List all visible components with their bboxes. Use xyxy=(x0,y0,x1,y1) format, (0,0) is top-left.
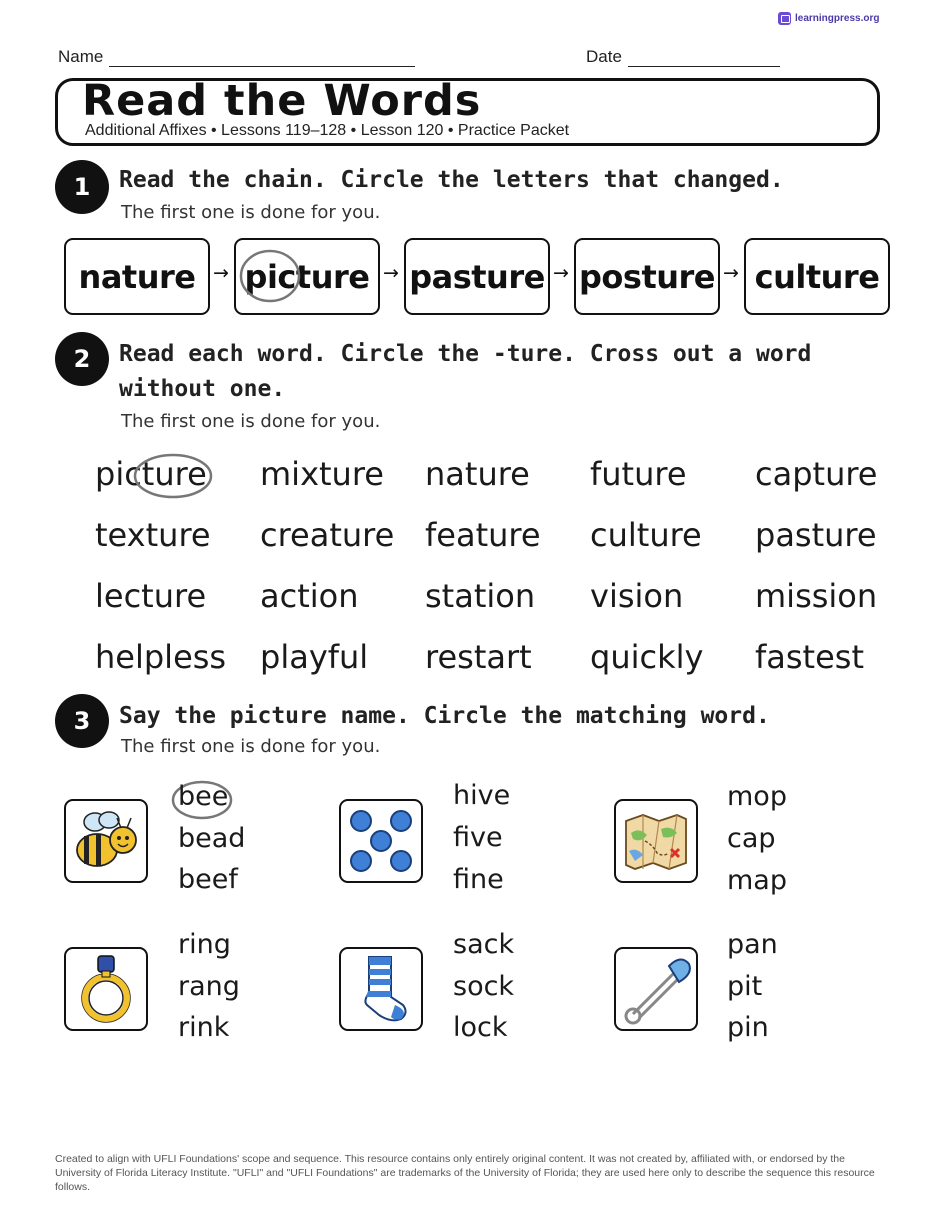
answer-option[interactable]: pit xyxy=(727,971,763,1002)
answer-option[interactable]: pan xyxy=(727,929,778,960)
chain-word-box[interactable] xyxy=(744,238,890,315)
section-2-instruction-line-1: Read each word. Circle the -ture. Cross out a word xyxy=(119,341,812,367)
answer-option[interactable]: hive xyxy=(453,780,511,811)
page-title: Read the Words xyxy=(82,76,482,126)
answer-option[interactable]: lock xyxy=(453,1012,508,1043)
answer-option[interactable]: bead xyxy=(178,823,246,854)
answer-option[interactable]: sack xyxy=(453,929,515,960)
example-circle-mark xyxy=(238,248,304,304)
word-item[interactable]: pasture xyxy=(755,516,877,554)
word-item[interactable]: quickly xyxy=(590,638,704,676)
name-blank[interactable] xyxy=(109,52,415,67)
arrow-icon: → xyxy=(553,262,569,284)
chain-word-box[interactable] xyxy=(574,238,720,315)
dice-five-picture xyxy=(339,799,423,883)
section-1-number: 1 xyxy=(55,160,109,214)
answer-option[interactable]: rang xyxy=(178,971,240,1002)
answer-option[interactable]: cap xyxy=(727,823,776,854)
chain-word: nature xyxy=(78,257,196,296)
sock-picture xyxy=(339,947,423,1031)
word-item[interactable]: helpless xyxy=(95,638,227,676)
word-item[interactable]: vision xyxy=(590,577,684,615)
word-item[interactable]: playful xyxy=(260,638,369,676)
example-circle-mark xyxy=(132,452,214,500)
word-item[interactable]: lecture xyxy=(95,577,207,615)
book-icon xyxy=(778,12,791,25)
arrow-icon: → xyxy=(383,262,399,284)
word-item[interactable]: culture xyxy=(590,516,702,554)
page-subtitle: Additional Affixes • Lessons 119–128 • Lesson 120 • Practice Packet xyxy=(85,122,570,139)
section-2-note: The first one is done for you. xyxy=(121,411,381,432)
dice-icon xyxy=(346,806,416,876)
footer-disclaimer: Created to align with UFLI Foundations' scope and sequence. This resource contains only entirely original content. It was not created by, affiliated with, or endorsed by the University of Florida Literacy Institute. "UFLI" and "UFLI Foundations" are trademarks of the University of Florida; they are used here only to describe the sequence this resource follows. xyxy=(55,1153,875,1193)
word-item[interactable]: mission xyxy=(755,577,878,615)
section-1-instruction: Read the chain. Circle the letters that changed. xyxy=(119,167,784,193)
section-3-number: 3 xyxy=(55,694,109,748)
date-field[interactable] xyxy=(586,47,780,67)
word-item[interactable]: capture xyxy=(755,455,878,493)
section-3-instruction: Say the picture name. Circle the matching word. xyxy=(119,703,770,729)
treasure-map-picture xyxy=(614,799,698,883)
section-1-note: The first one is done for you. xyxy=(121,202,381,223)
date-label: Date xyxy=(586,47,622,66)
word-item[interactable]: creature xyxy=(260,516,395,554)
word-item[interactable]: fastest xyxy=(755,638,864,676)
answer-option[interactable]: beef xyxy=(178,864,238,895)
answer-option[interactable]: sock xyxy=(453,971,515,1002)
brand-name: learningpress.org xyxy=(795,13,880,24)
ring-icon xyxy=(76,952,136,1026)
arrow-icon: → xyxy=(213,262,229,284)
bee-icon xyxy=(69,808,143,874)
chain-word: culture xyxy=(754,257,880,296)
bee-picture xyxy=(64,799,148,883)
date-blank[interactable] xyxy=(628,52,780,67)
arrow-icon: → xyxy=(723,262,739,284)
chain-word: posture xyxy=(579,257,715,296)
answer-option[interactable]: ring xyxy=(178,929,231,960)
word-item[interactable]: restart xyxy=(425,638,532,676)
safety-pin-picture xyxy=(614,947,698,1031)
sock-icon xyxy=(351,953,411,1025)
section-3-note: The first one is done for you. xyxy=(121,736,381,757)
answer-option[interactable]: pin xyxy=(727,1012,769,1043)
chain-word-box[interactable] xyxy=(64,238,210,315)
section-2-instruction-line-2: without one. xyxy=(119,376,286,402)
word-item[interactable]: station xyxy=(425,577,536,615)
word-item[interactable]: feature xyxy=(425,516,541,554)
title-box xyxy=(55,78,880,146)
answer-option[interactable]: five xyxy=(453,822,503,853)
word-item[interactable]: nature xyxy=(425,455,530,493)
answer-option[interactable]: map xyxy=(727,865,787,896)
answer-option[interactable]: fine xyxy=(453,864,504,895)
ring-picture xyxy=(64,947,148,1031)
answer-option[interactable]: mop xyxy=(727,781,787,812)
word-item[interactable]: picture xyxy=(95,455,207,493)
name-field[interactable] xyxy=(58,47,415,67)
word-item[interactable]: mixture xyxy=(260,455,384,493)
treasure-map-icon xyxy=(621,811,691,871)
word-item[interactable]: action xyxy=(260,577,359,615)
word-item[interactable]: texture xyxy=(95,516,211,554)
chain-word: picture xyxy=(244,257,370,296)
section-2-number: 2 xyxy=(55,332,109,386)
chain-word-box[interactable] xyxy=(404,238,550,315)
brand-logo[interactable] xyxy=(778,12,879,25)
answer-option[interactable]: bee xyxy=(178,781,229,812)
answer-option[interactable]: rink xyxy=(178,1012,230,1043)
safety-pin-icon xyxy=(619,952,693,1026)
chain-word: pasture xyxy=(409,257,545,296)
word-item[interactable]: future xyxy=(590,455,687,493)
name-label: Name xyxy=(58,47,104,66)
